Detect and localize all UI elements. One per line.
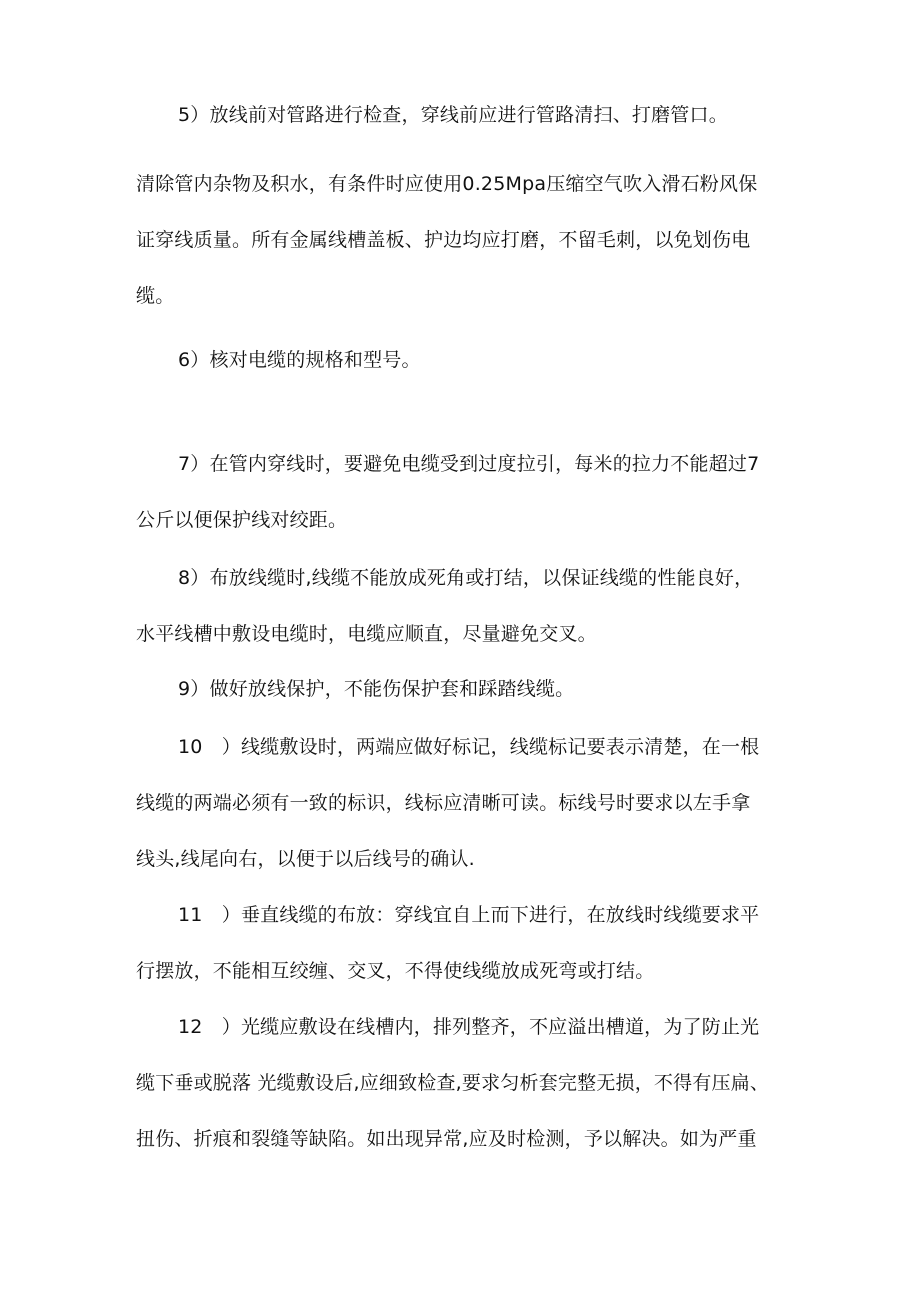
paragraph-10-line-1: 10 ）线缆敷设时，两端应做好标记，线缆标记要表示清楚，在一根: [178, 736, 760, 758]
paragraph-7-line-2: 公斤以便保护线对绞距。: [136, 509, 348, 531]
paragraph-11-line-1: 11 ）垂直线缆的布放：穿线宜自上而下进行，在放线时线缆要求平: [178, 904, 760, 926]
paragraph-5-line-3: 证穿线质量。所有金属线槽盖板、护边均应打磨，不留毛刺，以免划伤电: [136, 229, 751, 251]
paragraph-12-line-1: 12 ）光缆应敷设在线槽内，排列整齐，不应溢出槽道，为了防止光: [178, 1016, 760, 1038]
paragraph-12-line-2: 缆下垂或脱落 光缆敷设后,应细致检查,要求匀析套完整无损，不得有压扁、: [136, 1072, 770, 1094]
paragraph-11-line-2: 行摆放，不能相互绞缠、交叉，不得使线缆放成死弯或打结。: [136, 960, 655, 982]
paragraph-5-line-4: 缆。: [136, 285, 175, 307]
paragraph-8-line-1: 8）布放线缆时,线缆不能放成死角或打结，以保证线缆的性能良好，: [178, 567, 754, 589]
paragraph-8-line-2: 水平线槽中敷设电缆时，电缆应顺直，尽量避免交叉。: [136, 623, 597, 645]
paragraph-9-line-1: 9）做好放线保护，不能伤保护套和踩踏线缆。: [178, 678, 575, 700]
paragraph-12-line-3: 扭伤、折痕和裂缝等缺陷。如出现异常,应及时检测，予以解决。如为严重: [136, 1128, 757, 1150]
paragraph-5-line-2: 清除管内杂物及积水，有条件时应使用0.25Mpa压缩空气吹入滑石粉风保: [136, 173, 758, 195]
paragraph-5-line-1: 5）放线前对管路进行检查，穿线前应进行管路清扫、打磨管口。: [178, 104, 728, 126]
paragraph-7-line-1: 7）在管内穿线时，要避免电缆受到过度拉引，每米的拉力不能超过7: [178, 453, 760, 475]
paragraph-10-line-3: 线头,线尾向右，以便于以后线号的确认.: [136, 848, 475, 870]
paragraph-6-line-1: 6）核对电缆的规格和型号。: [178, 349, 421, 371]
paragraph-10-line-2: 线缆的两端必须有一致的标识，线标应清晰可读。标线号时要求以左手拿: [136, 792, 751, 814]
